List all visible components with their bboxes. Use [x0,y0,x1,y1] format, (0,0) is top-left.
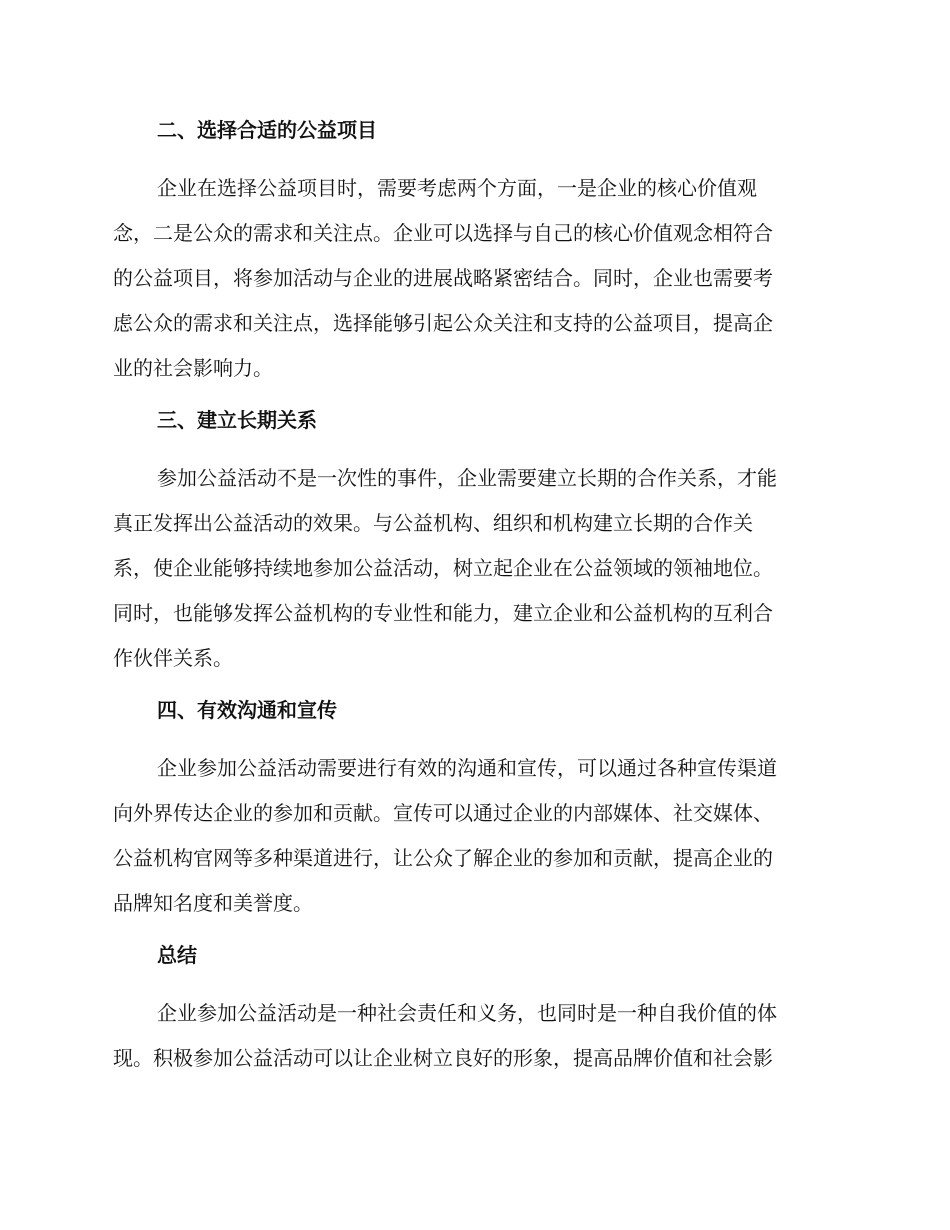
paragraph-line: 品牌知名度和美誉度。 [113,891,313,915]
section-heading: 三、建立长期关系 [157,408,317,432]
section-paragraph [113,166,829,391]
paragraph-line: 企业参加公益活动是一种社会责任和义务，也同时是一种自我价值的体 [157,1001,777,1025]
paragraph-line: 虑公众的需求和关注点，选择能够引起公众关注和支持的公益项目，提高企 [113,311,773,335]
paragraph-line: 参加公益活动不是一次性的事件，企业需要建立长期的合作关系，才能 [157,466,777,490]
section-heading: 二、选择合适的公益项目 [157,118,377,142]
section-paragraph [113,456,829,681]
section-paragraph [113,991,829,1081]
paragraph-line: 同时，也能够发挥公益机构的专业性和能力，建立企业和公益机构的互利合 [113,601,773,625]
paragraph-line: 企业在选择公益项目时，需要考虑两个方面，一是企业的核心价值观 [157,176,757,200]
paragraph-line: 系，使企业能够持续地参加公益活动，树立起企业在公益领域的领袖地位。 [113,556,773,580]
section-heading: 四、有效沟通和宣传 [157,698,337,722]
paragraph-line: 念，二是公众的需求和关注点。企业可以选择与自己的核心价值观念相符合 [113,221,773,245]
paragraph-line: 的公益项目，将参加活动与企业的进展战略紧密结合。同时，企业也需要考 [113,266,773,290]
paragraph-line: 公益机构官网等多种渠道进行，让公众了解企业的参加和贡献，提高企业的 [113,846,773,870]
paragraph-line: 真正发挥出公益活动的效果。与公益机构、组织和机构建立长期的合作关 [113,511,753,535]
paragraph-line: 作伙伴关系。 [113,646,233,670]
section-paragraph [113,746,829,926]
paragraph-line: 现。积极参加公益活动可以让企业树立良好的形象，提高品牌价值和社会影 [113,1046,773,1070]
paragraph-line: 向外界传达企业的参加和贡献。宣传可以通过企业的内部媒体、社交媒体、 [113,801,773,825]
paragraph-line: 企业参加公益活动需要进行有效的沟通和宣传，可以通过各种宣传渠道 [157,756,777,780]
section-heading: 总结 [157,943,197,967]
document-body [113,112,829,1092]
paragraph-line: 业的社会影响力。 [113,356,273,380]
